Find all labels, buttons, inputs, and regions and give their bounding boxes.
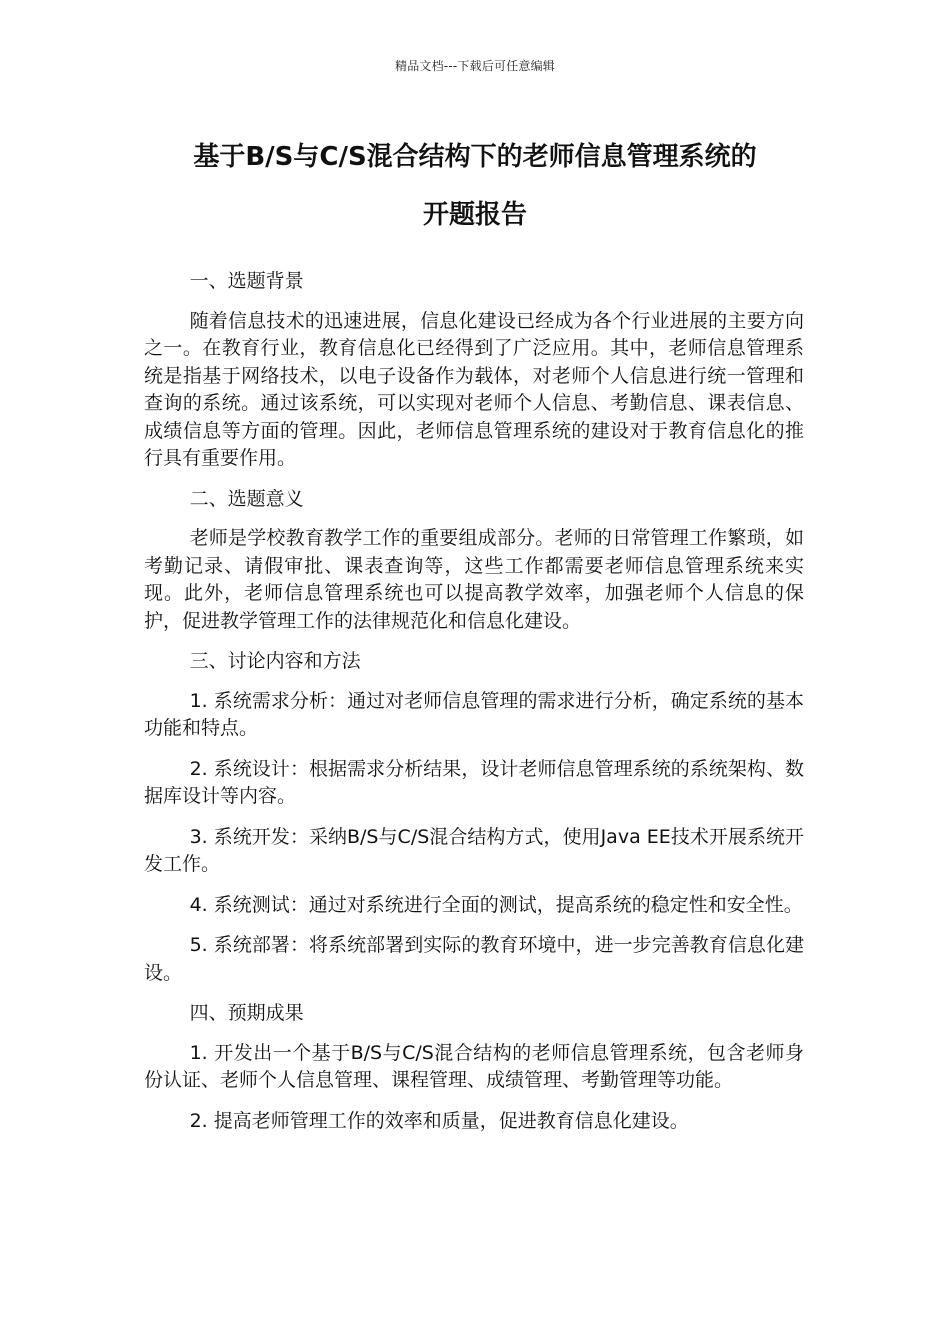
header-note: 精品文档---下载后可任意编辑 xyxy=(395,59,555,73)
section-heading-methods: 三、讨论内容和方法 xyxy=(189,650,361,672)
list-item-outcome-efficiency: 2. 提高老师管理工作的效率和质量，促进教育信息化建设。 xyxy=(189,1109,689,1132)
list-item-system-deployment: 5. 系统部署：将系统部署到实际的教育环境中，进一步完善教育信息化建设。 xyxy=(144,934,804,984)
list-item-requirements-analysis: 1. 系统需求分析：通过对老师信息管理的需求进行分析，确定系统的基本功能和特点。 xyxy=(144,689,804,739)
paragraph-background: 随着信息技术的迅速进展，信息化建设已经成为各个行业进展的主要方向之一。在教育行业，教育信息化已经得到了广泛应用。其中，老师信息管理系统是指基于网络技术，以电子设备作为载体，对老师个人信息进行统一管理和查询的系统。通过该系统，可以实现对老师个人信息、考勤信息、课表信息、成绩信息等方面的管理。因此，老师信息管理系统的建设对于教育信息化的推行具有重要作用。 xyxy=(144,309,804,469)
paragraph-significance: 老师是学校教育教学工作的重要组成部分。老师的日常管理工作繁琐，如考勤记录、请假审批、课表查询等，这些工作都需要老师信息管理系统来实现。此外，老师信息管理系统也可以提高教学效率，加强老师个人信息的保护，促进教学管理工作的法律规范化和信息化建设。 xyxy=(144,527,804,632)
section-heading-outcomes: 四、预期成果 xyxy=(189,1002,304,1024)
section-heading-significance: 二、选题意义 xyxy=(189,487,304,510)
list-item-outcome-system: 1. 开发出一个基于B/S与C/S混合结构的老师信息管理系统，包含老师身份认证、老师个人信息管理、课程管理、成绩管理、考勤管理等功能。 xyxy=(144,1041,804,1091)
list-item-system-design: 2. 系统设计：根据需求分析结果，设计老师信息管理系统的系统架构、数据库设计等内容。 xyxy=(144,757,804,807)
document-body xyxy=(144,268,804,1148)
document-title xyxy=(120,128,830,244)
list-item-system-development: 3. 系统开发：采纳B/S与C/S混合结构方式，使用Java EE技术开展系统开发工作。 xyxy=(144,825,804,875)
title-line-1: 基于B/S与C/S混合结构下的老师信息管理系统的 xyxy=(193,142,757,172)
list-item-system-testing: 4. 系统测试：通过对系统进行全面的测试，提高系统的稳定性和安全性。 xyxy=(189,893,803,916)
title-line-2: 开题报告 xyxy=(422,200,527,230)
section-heading-background: 一、选题背景 xyxy=(189,270,304,292)
